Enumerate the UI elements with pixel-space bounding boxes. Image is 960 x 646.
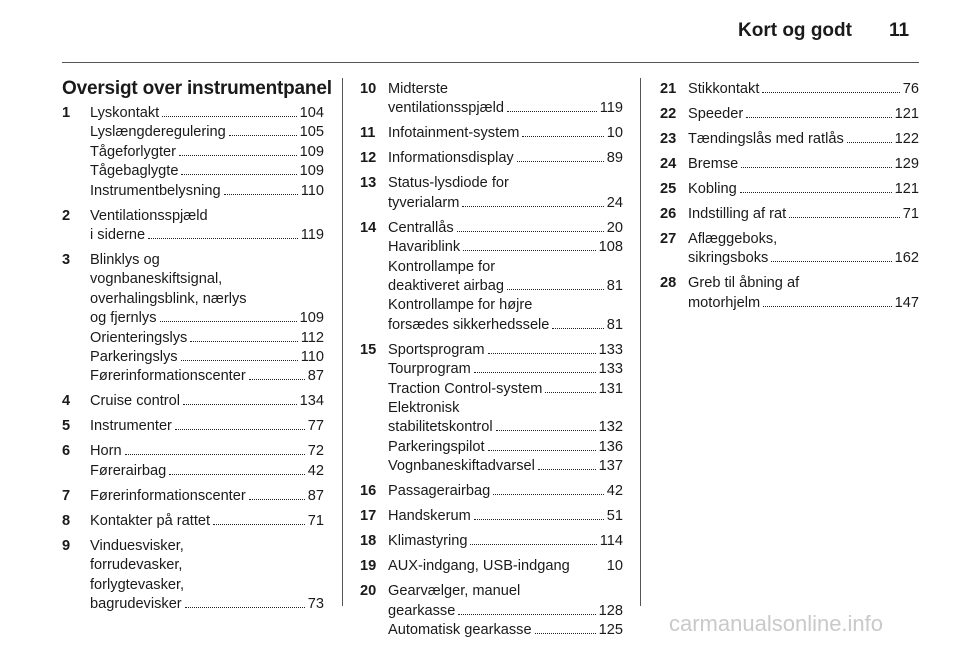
page-reference: 109	[299, 163, 324, 180]
page-reference: 81	[606, 278, 623, 295]
entry-number: 13	[360, 175, 377, 192]
entry-line	[388, 418, 623, 437]
entry-text: Status-lysdiode for	[388, 175, 509, 192]
dot-leader	[573, 569, 604, 570]
dot-leader	[789, 217, 900, 218]
entry-line	[90, 270, 324, 289]
dot-leader	[493, 494, 604, 495]
page-reference: 87	[307, 487, 324, 504]
dot-leader	[162, 116, 296, 117]
dot-leader	[125, 454, 305, 455]
entry-number: 9	[62, 537, 71, 554]
entry-line	[388, 621, 623, 640]
entry-text: Traction Control-system	[388, 380, 543, 397]
entry-text: Gearvælger, manuel	[388, 583, 521, 600]
page-reference: 131	[598, 380, 623, 397]
dot-leader	[488, 450, 596, 451]
dot-leader	[249, 379, 305, 380]
entry-number: 10	[360, 81, 377, 97]
entry-text: Tågebaglygte	[90, 163, 179, 180]
entry-number: 25	[660, 181, 677, 197]
page-reference: 24	[606, 194, 623, 211]
entry-text: Kontrollampe for	[388, 258, 496, 275]
entry-line	[688, 274, 919, 293]
dot-leader	[185, 607, 305, 608]
entry-line	[90, 537, 324, 556]
entry-number: 26	[660, 206, 677, 222]
entry-text: gearkasse	[388, 602, 456, 619]
entry-line	[90, 462, 324, 481]
entry-line	[90, 348, 324, 367]
page-reference: 42	[307, 462, 324, 479]
dot-leader	[847, 142, 892, 143]
index-entry	[360, 532, 623, 551]
index-entry	[660, 180, 919, 199]
page-reference: 125	[598, 622, 623, 639]
entry-text: Vognbaneskiftadvarsel	[388, 458, 535, 475]
entry-number: 12	[360, 150, 377, 167]
entry-line	[90, 367, 324, 386]
entry-line	[388, 507, 623, 526]
entry-line	[90, 290, 324, 309]
page-reference: 119	[599, 100, 623, 117]
dot-leader	[535, 633, 596, 634]
dot-leader	[470, 544, 596, 545]
index-entry	[62, 442, 324, 481]
entry-line	[388, 99, 623, 118]
page-reference: 42	[606, 483, 623, 500]
entry-text: Vinduesvisker,	[90, 537, 184, 554]
entry-text: Orienteringslys	[90, 329, 188, 346]
header-divider	[62, 62, 919, 63]
entry-text: stabilitetskontrol	[388, 419, 493, 436]
entry-text: og fjernlys	[90, 310, 157, 327]
entry-number: 23	[660, 131, 677, 147]
page-reference: 119	[300, 227, 324, 244]
index-entry	[62, 207, 324, 246]
entry-number: 6	[62, 443, 71, 460]
entry-text: Parkeringslys	[90, 349, 178, 366]
index-column-1	[62, 104, 324, 620]
entry-line	[388, 482, 623, 501]
entry-line	[90, 251, 324, 270]
index-column-3	[660, 80, 919, 319]
entry-number: 5	[62, 418, 71, 435]
page-reference: 77	[307, 418, 324, 435]
dot-leader	[517, 161, 604, 162]
index-entry	[360, 80, 623, 119]
entry-number: 2	[62, 207, 71, 224]
entry-number: 4	[62, 393, 71, 410]
watermark: carmanualsonline.info	[669, 611, 884, 636]
entry-text: Parkeringspilot	[388, 438, 485, 455]
entry-line	[388, 341, 623, 360]
entry-line	[388, 399, 623, 418]
index-entry	[360, 482, 623, 501]
entry-text: Cruise control	[90, 393, 181, 410]
entry-line	[90, 226, 324, 245]
index-entry	[660, 105, 919, 124]
index-entry	[360, 149, 623, 168]
entry-text: Infotainment-system	[388, 125, 520, 142]
entry-line	[90, 207, 324, 226]
page-reference: 128	[598, 602, 623, 619]
entry-line	[90, 487, 324, 506]
page-reference: 110	[300, 349, 324, 366]
entry-line	[388, 296, 623, 315]
page-reference: 137	[598, 458, 623, 475]
dot-leader	[474, 372, 596, 373]
entry-text: Kontakter på rattet	[90, 512, 211, 529]
column-divider	[640, 78, 641, 606]
entry-line	[688, 180, 919, 199]
entry-text: Stikkontakt	[688, 81, 760, 97]
entry-line	[90, 182, 324, 201]
page-reference: 136	[598, 438, 623, 455]
entry-number: 14	[360, 219, 377, 236]
entry-text: Speeder	[688, 106, 744, 122]
entry-number: 1	[62, 105, 71, 121]
entry-text: Førerairbag	[90, 462, 167, 479]
section-title: Oversigt over instrumentpanel	[62, 78, 332, 99]
entry-text: vognbaneskiftsignal,	[90, 271, 223, 288]
page-reference: 10	[606, 558, 623, 575]
index-entry	[62, 104, 324, 201]
dot-leader	[474, 519, 604, 520]
dot-leader	[746, 117, 891, 118]
page-number: 11	[889, 20, 910, 41]
entry-line	[688, 130, 919, 149]
entry-line	[388, 602, 623, 621]
page-reference: 110	[300, 182, 324, 199]
page-reference: 87	[307, 368, 324, 385]
entry-text: forrudevasker,	[90, 557, 183, 574]
dot-leader	[545, 392, 595, 393]
entry-text: Ventilationsspjæld	[90, 207, 208, 224]
page-reference: 134	[299, 393, 324, 410]
entry-line	[388, 380, 623, 399]
index-entry	[62, 251, 324, 387]
page-reference: 109	[299, 143, 324, 160]
entry-number: 22	[660, 106, 677, 122]
entry-number: 15	[360, 341, 377, 358]
entry-line	[388, 258, 623, 277]
entry-text: Førerinformationscenter	[90, 368, 246, 385]
dot-leader	[224, 194, 298, 195]
entry-text: Greb til åbning af	[688, 275, 800, 292]
entry-text: forlygtevasker,	[90, 576, 185, 593]
entry-line	[688, 80, 919, 99]
entry-line	[388, 149, 623, 168]
page-reference: 121	[894, 181, 919, 197]
index-column-2	[360, 80, 623, 646]
entry-line	[388, 532, 623, 551]
entry-text: Indstilling af rat	[688, 206, 787, 222]
entry-text: Lyslængderegulering	[90, 124, 226, 141]
index-entry	[660, 155, 919, 174]
page-reference: 89	[606, 150, 623, 167]
index-entry	[62, 512, 324, 531]
page-reference: 73	[307, 596, 324, 613]
entry-line	[90, 309, 324, 328]
entry-text: Kobling	[688, 181, 737, 197]
dot-leader	[522, 136, 603, 137]
page-reference: 71	[307, 512, 324, 529]
entry-line	[90, 143, 324, 162]
entry-line	[388, 277, 623, 296]
page-reference: 108	[598, 239, 623, 256]
index-entry	[62, 392, 324, 411]
dot-leader	[175, 429, 305, 430]
entry-line	[90, 104, 324, 123]
entry-line	[90, 442, 324, 461]
entry-text: Klimastyring	[388, 533, 468, 550]
entry-line	[90, 595, 324, 614]
page-reference: 122	[894, 131, 919, 147]
dot-leader	[213, 524, 305, 525]
entry-number: 18	[360, 533, 377, 550]
dot-leader	[507, 111, 597, 112]
entry-line	[90, 556, 324, 575]
dot-leader	[538, 469, 596, 470]
index-entry	[62, 537, 324, 615]
entry-line	[688, 205, 919, 224]
dot-leader	[249, 499, 305, 500]
dot-leader	[462, 206, 603, 207]
page-reference: 81	[606, 316, 623, 333]
page-reference: 121	[894, 106, 919, 122]
page-reference: 114	[599, 533, 623, 550]
index-entry	[660, 80, 919, 99]
entry-number: 11	[360, 125, 376, 142]
page-reference: 109	[299, 310, 324, 327]
entry-line	[388, 557, 623, 576]
entry-text: bagrudevisker	[90, 596, 182, 613]
page-reference: 162	[894, 250, 919, 267]
entry-text: Kontrollampe for højre	[388, 297, 533, 314]
dot-leader	[463, 250, 595, 251]
index-entry	[360, 507, 623, 526]
dot-leader	[148, 238, 298, 239]
entry-text: forsædes sikkerhedssele	[388, 316, 550, 333]
entry-text: Automatisk gearkasse	[388, 622, 532, 639]
entry-text: Lyskontakt	[90, 105, 160, 121]
entry-line	[688, 249, 919, 268]
entry-text: Horn	[90, 443, 122, 460]
index-entry	[660, 205, 919, 224]
entry-text: sikringsboks	[688, 250, 769, 267]
entry-number: 3	[62, 252, 71, 269]
dot-leader	[183, 404, 297, 405]
entry-number: 28	[660, 275, 677, 292]
dot-leader	[457, 231, 604, 232]
entry-text: tyverialarm	[388, 194, 460, 211]
index-entry	[360, 557, 623, 576]
entry-text: Instrumenter	[90, 418, 172, 435]
entry-line	[388, 457, 623, 476]
entry-line	[688, 155, 919, 174]
header-title: Kort og godt	[738, 20, 852, 41]
entry-text: Blinklys og	[90, 252, 160, 269]
entry-number: 27	[660, 231, 677, 247]
dot-leader	[229, 135, 297, 136]
page-reference: 51	[606, 508, 623, 525]
page-reference: 71	[902, 206, 919, 222]
entry-number: 24	[660, 156, 677, 172]
entry-line	[388, 219, 623, 238]
dot-leader	[181, 174, 296, 175]
entry-line	[388, 80, 623, 99]
entry-line	[388, 174, 623, 193]
index-entry	[660, 274, 919, 313]
entry-text: Informationsdisplay	[388, 150, 514, 167]
entry-line	[388, 438, 623, 457]
entry-line	[90, 162, 324, 181]
entry-line	[388, 582, 623, 601]
index-entry	[360, 582, 623, 640]
page-reference: 147	[894, 294, 919, 311]
entry-number: 17	[360, 508, 377, 525]
entry-line	[388, 238, 623, 257]
dot-leader	[762, 92, 899, 93]
entry-number: 7	[62, 487, 71, 504]
page-reference: 20	[606, 219, 623, 236]
index-entry	[660, 130, 919, 149]
entry-text: Passagerairbag	[388, 483, 491, 500]
entry-text: Elektronisk	[388, 400, 460, 417]
entry-number: 8	[62, 512, 71, 529]
page-reference: 129	[894, 156, 919, 172]
entry-text: i siderne	[90, 227, 146, 244]
entry-text: motorhjelm	[688, 294, 761, 311]
page-reference: 105	[299, 124, 324, 141]
entry-number: 21	[660, 81, 677, 97]
entry-text: Midterste	[388, 81, 449, 97]
entry-text: Tourprogram	[388, 361, 471, 378]
dot-leader	[190, 341, 297, 342]
entry-line	[90, 123, 324, 142]
entry-line	[688, 105, 919, 124]
entry-text: Instrumentbelysning	[90, 182, 221, 199]
entry-number: 20	[360, 583, 377, 600]
page-reference: 133	[598, 361, 623, 378]
entry-text: deaktiveret airbag	[388, 278, 505, 295]
page-reference: 72	[307, 443, 324, 460]
entry-text: Handskerum	[388, 508, 471, 525]
entry-line	[90, 392, 324, 411]
entry-number: 19	[360, 558, 377, 575]
entry-text: Centrallås	[388, 219, 454, 236]
entry-text: Bremse	[688, 156, 739, 172]
dot-leader	[740, 192, 892, 193]
entry-line	[388, 316, 623, 335]
index-entry	[360, 341, 623, 477]
index-entry	[360, 124, 623, 143]
page-reference: 76	[902, 81, 919, 97]
entry-text: Tågeforlygter	[90, 143, 176, 160]
entry-text: Aflæggeboks,	[688, 231, 778, 247]
entry-line	[388, 360, 623, 379]
page-reference: 132	[598, 419, 623, 436]
entry-text: Tændingslås med ratlås	[688, 131, 844, 147]
dot-leader	[181, 360, 298, 361]
dot-leader	[458, 614, 595, 615]
page-reference: 104	[299, 105, 324, 121]
entry-line	[688, 294, 919, 313]
entry-line	[388, 124, 623, 143]
entry-text: AUX-indgang, USB-indgang	[388, 558, 570, 575]
entry-number: 16	[360, 483, 377, 500]
entry-text: Havariblink	[388, 239, 461, 256]
entry-line	[90, 329, 324, 348]
column-divider	[342, 78, 343, 606]
entry-line	[688, 230, 919, 249]
page-reference: 112	[300, 329, 324, 346]
page-reference: 10	[606, 125, 623, 142]
index-entry	[62, 487, 324, 506]
dot-leader	[763, 306, 891, 307]
index-entry	[360, 174, 623, 213]
dot-leader	[488, 353, 596, 354]
page-reference: 133	[598, 341, 623, 358]
dot-leader	[507, 289, 604, 290]
index-entry	[660, 230, 919, 269]
entry-text: overhalingsblink, nærlys	[90, 290, 247, 307]
entry-line	[90, 512, 324, 531]
dot-leader	[741, 167, 891, 168]
dot-leader	[169, 474, 305, 475]
entry-text: Førerinformationscenter	[90, 487, 246, 504]
entry-line	[90, 576, 324, 595]
dot-leader	[771, 261, 891, 262]
index-entry	[62, 417, 324, 436]
entry-line	[90, 417, 324, 436]
entry-line	[388, 194, 623, 213]
index-entry	[360, 219, 623, 335]
dot-leader	[496, 430, 596, 431]
dot-leader	[160, 321, 297, 322]
dot-leader	[179, 155, 297, 156]
entry-text: Sportsprogram	[388, 341, 485, 358]
dot-leader	[552, 328, 603, 329]
entry-text: ventilationsspjæld	[388, 100, 505, 117]
